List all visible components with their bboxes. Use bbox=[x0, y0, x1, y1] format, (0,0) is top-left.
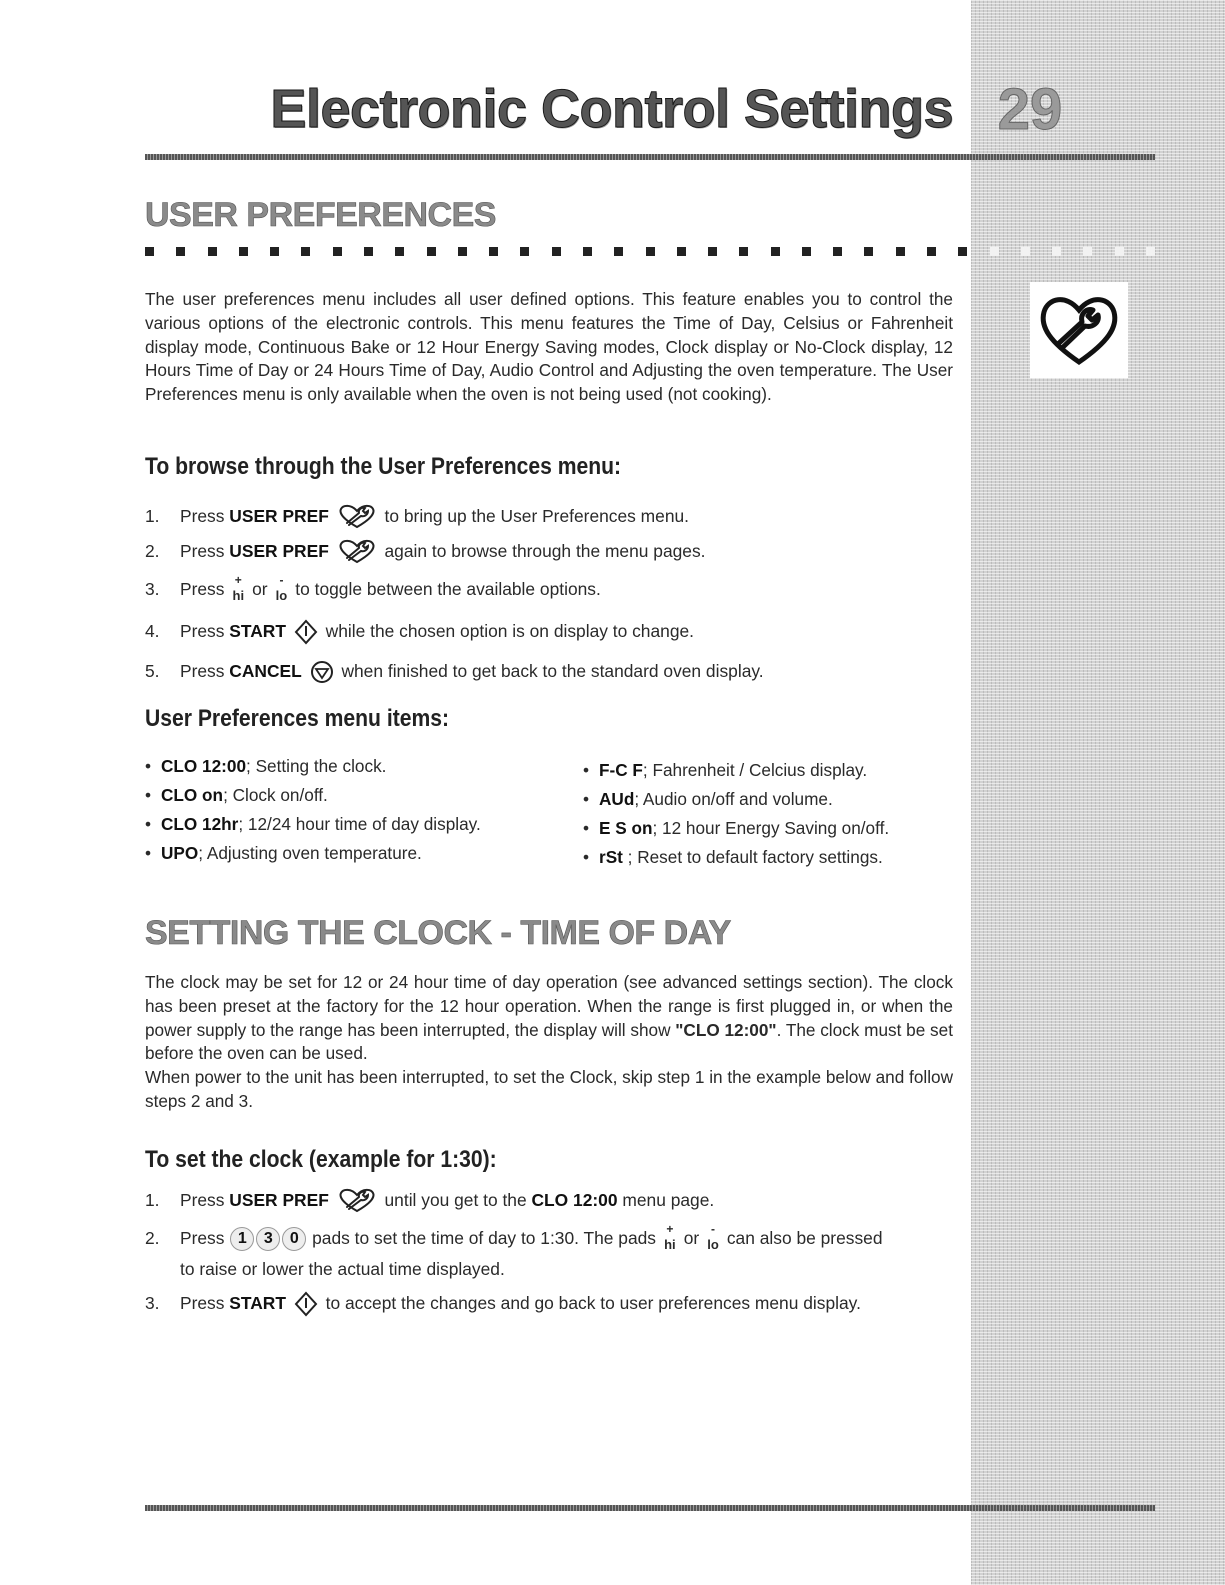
browse-heading: To browse through the User Preferences menu: bbox=[145, 453, 622, 480]
menu-item: • AUd; Audio on/off and volume. bbox=[583, 789, 833, 809]
items-heading: User Preferences menu items: bbox=[145, 705, 450, 732]
lo-minus-pad: - lo bbox=[707, 1222, 719, 1253]
menu-item: • F-C F; Fahrenheit / Celcius display. bbox=[583, 760, 868, 780]
start-diamond-icon bbox=[294, 619, 318, 645]
menu-item: • CLO 12:00; Setting the clock. bbox=[145, 756, 387, 776]
bottom-rule bbox=[145, 1505, 1155, 1511]
user-preferences-heading: USER PREFERENCES bbox=[145, 196, 496, 234]
hi-plus-pad: + hi bbox=[664, 1222, 676, 1253]
hi-plus-pad: + hi bbox=[232, 573, 245, 604]
side-stripe bbox=[971, 0, 1225, 1585]
pad-3: 3 bbox=[256, 1227, 280, 1251]
cancel-icon bbox=[310, 660, 334, 684]
menu-item: • E S on; 12 hour Energy Saving on/off. bbox=[583, 818, 890, 838]
pad-1: 1 bbox=[230, 1227, 254, 1251]
user-pref-icon bbox=[337, 1188, 377, 1214]
set-clock-heading: To set the clock (example for 1:30): bbox=[145, 1146, 497, 1173]
top-rule bbox=[145, 154, 1155, 160]
user-pref-icon bbox=[337, 504, 377, 530]
user-pref-icon bbox=[337, 539, 377, 565]
page-title: Electronic Control Settings bbox=[270, 79, 953, 139]
menu-item: • CLO 12hr; 12/24 hour time of day display. bbox=[145, 814, 481, 834]
clock-paragraph: The clock may be set for 12 or 24 hour time of day operation (see advanced settings section). The clock has been preset at the factory for the 12 hour operation. When the range is first plugged in, or when the power supply to the range has been interrupted, the display will show "CLO 12:00". The clock must be set before the oven can be used. When power to the unit has been interrupted, to set the Clock, skip step 1 in the example below and follow steps 2 and 3. bbox=[145, 972, 953, 1111]
start-diamond-icon bbox=[294, 1291, 318, 1317]
page-number: 29 bbox=[997, 77, 1063, 142]
user-pref-wrench-heart-icon bbox=[1030, 282, 1128, 378]
menu-item: • rSt ; Reset to default factory settings. bbox=[583, 847, 883, 867]
clock-heading: SETTING THE CLOCK - TIME OF DAY bbox=[145, 914, 731, 952]
dotted-divider bbox=[145, 247, 1155, 257]
pad-0: 0 bbox=[282, 1227, 306, 1251]
user-pref-badge bbox=[1030, 282, 1128, 378]
menu-item: • UPO; Adjusting oven temperature. bbox=[145, 843, 422, 863]
lo-minus-pad: - lo bbox=[275, 573, 288, 604]
user-preferences-intro: The user preferences menu includes all user defined options. This feature enables you to control the various options of the electronic controls. This menu features the Time of Day, Celsius or Fahrenheit display mode, Continuous Bake or 12 Hour Energy Saving modes, Clock display or No-Clock display, 12 Hours Time of Day or 24 Hours Time of Day, Audio Control and Adjusting the oven temperature. The User Preferences menu is only available when the oven is not being used (not cooking). bbox=[145, 289, 953, 405]
menu-item: • CLO on; Clock on/off. bbox=[145, 785, 328, 805]
